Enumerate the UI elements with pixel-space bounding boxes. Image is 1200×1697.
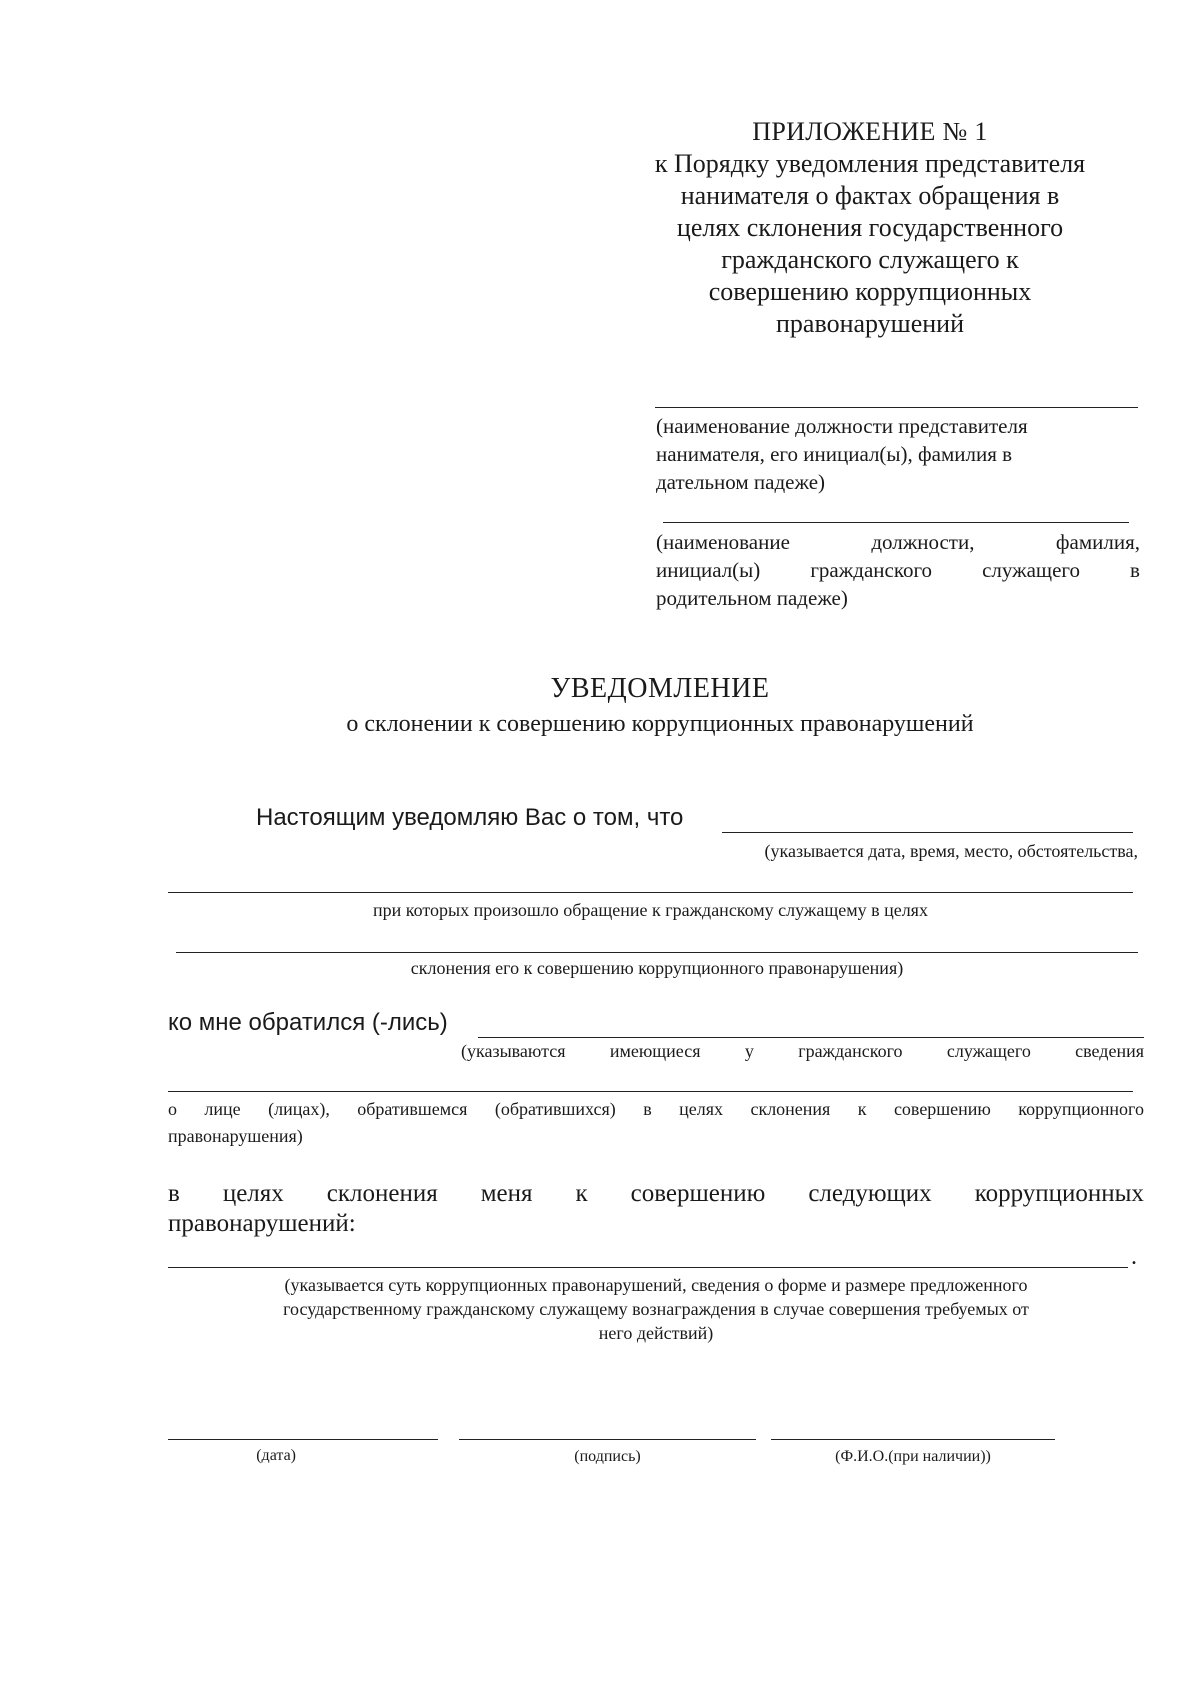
section3-lead-line-2: правонарушений: — [168, 1210, 356, 1237]
section2-hint-2 — [168, 1099, 1144, 1120]
section2-hint-word: (обратившихся) — [494, 1099, 616, 1119]
section3-lead-word: склонения — [326, 1180, 438, 1207]
sender-hint-word: служащего — [982, 558, 1081, 582]
section2-hint-word: в — [643, 1099, 652, 1119]
document-subtitle: о склонении к совершению коррупционных правонарушений — [346, 711, 974, 737]
section2-field-line[interactable] — [478, 1037, 1144, 1038]
section2-hint-word: о — [168, 1099, 177, 1119]
appendix-line: целях склонения государственного — [676, 213, 1064, 242]
name-label: (Ф.И.О.(при наличии)) — [835, 1448, 991, 1465]
appendix-title: ПРИЛОЖЕНИЕ № 1 — [752, 117, 988, 146]
section3-lead-word: к — [575, 1180, 588, 1207]
sender-hint-line-3: родительном падеже) — [656, 586, 848, 610]
appendix-line: нанимателя о фактах обращения в — [680, 181, 1060, 210]
name-field-line[interactable] — [771, 1439, 1055, 1440]
section1-hint-1: (указывается дата, время, место, обстоятельства, — [764, 841, 1138, 861]
section1-hint-2: при которых произошло обращение к гражданскому служащему в целях — [373, 900, 928, 920]
section2-hint-1 — [461, 1041, 1144, 1062]
section3-lead-word: в — [168, 1180, 180, 1207]
section2-hint-word: склонения — [750, 1099, 831, 1119]
recipient-hint — [656, 412, 1140, 496]
sender-hint-line-2 — [656, 556, 1140, 584]
section2-hint-word: служащего — [946, 1041, 1031, 1061]
section2-field-line-2[interactable] — [168, 1091, 1133, 1092]
section2-hint-word: целях — [679, 1099, 724, 1119]
appendix-line: совершению коррупционных — [708, 277, 1032, 306]
section3-lead-word: меня — [480, 1180, 533, 1207]
section2-hint-word: обратившемся — [357, 1099, 468, 1119]
section1-hint-3: склонения его к совершению коррупционного правонарушения) — [410, 958, 904, 978]
sender-hint-word: гражданского — [810, 558, 933, 582]
appendix-line: к Порядку уведомления представителя — [654, 149, 1086, 178]
date-label: (дата) — [256, 1447, 296, 1464]
appendix-block — [600, 116, 1140, 340]
section2-hint-word: у — [744, 1041, 754, 1061]
section2-hint-word: коррупционного — [1018, 1099, 1144, 1119]
section2-hint-word: (лицах), — [268, 1099, 330, 1119]
section2-hint-3: правонарушения) — [168, 1126, 303, 1146]
section2-lead: ко мне обратился (-лись) — [168, 1009, 448, 1036]
sender-hint-line-1 — [656, 528, 1140, 556]
recipient-hint-line: нанимателя, его инициал(ы), фамилия в — [656, 442, 1013, 466]
appendix-line: гражданского служащего к — [721, 245, 1019, 274]
section3-lead-word: коррупционных — [974, 1180, 1144, 1207]
section3-lead-word: целях — [222, 1180, 284, 1207]
sender-hint-word: инициал(ы) — [656, 558, 761, 582]
section3-hint — [168, 1273, 1144, 1345]
section2-hint-word: имеющиеся — [609, 1041, 701, 1061]
appendix-line: правонарушений — [776, 309, 964, 338]
section2-hint-word: сведения — [1075, 1041, 1144, 1061]
signature-label: (подпись) — [574, 1448, 641, 1465]
section3-lead-word: совершению — [630, 1180, 766, 1207]
sender-field-line[interactable] — [663, 522, 1129, 523]
recipient-field-line[interactable] — [655, 407, 1138, 408]
section3-lead-word: следующих — [808, 1180, 932, 1207]
recipient-hint-line: (наименование должности представителя — [656, 414, 1028, 438]
signature-field-line[interactable] — [459, 1439, 756, 1440]
section3-hint-line: него действий) — [598, 1323, 714, 1343]
section3-end-mark: . — [1131, 1244, 1137, 1270]
section2-hint-word: к — [857, 1099, 867, 1119]
section2-hint-word: совершению — [893, 1099, 991, 1119]
section3-hint-line: государственному гражданскому служащему вознаграждения в случае совершения требуемых от — [283, 1299, 1029, 1319]
sender-hint-word: фамилия, — [1055, 530, 1140, 554]
section3-lead — [168, 1180, 1144, 1208]
document-title: УВЕДОМЛЕНИЕ — [550, 673, 770, 704]
section1-field-line-3[interactable] — [176, 952, 1138, 953]
section1-field-line-2[interactable] — [168, 892, 1133, 893]
sender-hint — [656, 528, 1140, 612]
section2-hint-word: (указываются — [461, 1041, 566, 1061]
recipient-hint-line: дательном падеже) — [656, 470, 826, 494]
section2-hint-word: гражданского — [798, 1041, 903, 1061]
section3-field-line[interactable] — [168, 1267, 1128, 1268]
section1-field-line[interactable] — [722, 832, 1133, 833]
section3-hint-line: (указывается суть коррупционных правонарушений, сведения о форме и размере предложенного — [284, 1275, 1028, 1295]
sender-hint-word: в — [1130, 558, 1140, 582]
section2-hint-word: лице — [204, 1099, 241, 1119]
date-field-line[interactable] — [168, 1439, 438, 1440]
sender-hint-word: (наименование — [656, 530, 790, 554]
sender-hint-word: должности, — [871, 530, 975, 554]
section1-lead: Настоящим уведомляю Вас о том, что — [256, 804, 684, 831]
